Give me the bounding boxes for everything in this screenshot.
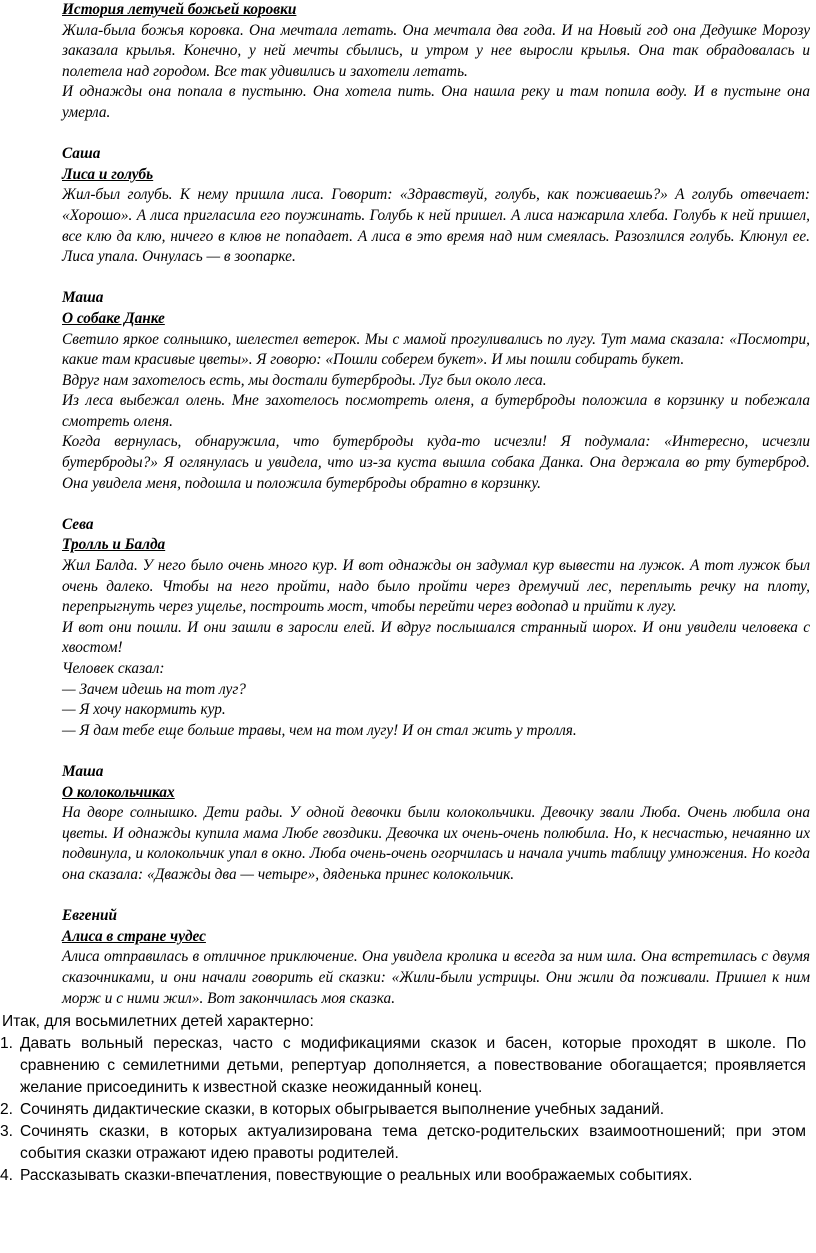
summary-item-text: Сочинять дидактические сказки, в которых обыгрывается выполнение учебных заданий. <box>20 1101 665 1119</box>
summary-item-number: 3. <box>0 1123 14 1141</box>
story <box>62 288 810 494</box>
story-paragraph: Жил Балда. У него было очень много кур. И вот однажды он задумал кур вывести на лужок. А тот лужок был очень далеко. Чтобы на него пройти, надо было пройти через дремучий лес, переплыть речку на плоту, перепрыгнуть через ущелье, построить мост, чтобы перейти через водопад и прийти к лугу. <box>62 557 810 616</box>
story-paragraph: Жил-был голубь. К нему пришла лиса. Говорит: «Здравствуй, голубь, как поживаешь?» А голубь отвечает: «Хорошо». А лиса пригласила его поужинать. Голубь к ней пришел. А лиса нажарила хлеба. Голубь к ней пришел, все клю да клю, ничего в клюв не попадает. А лиса в это время над ним смеялась. Разозлился голубь. Клюнул ее. Лиса упала. Очнулась — в зоопарке. <box>62 186 810 266</box>
story-paragraph: Когда вернулась, обнаружила, что бутерброды куда-то исчезли! Я подумала: «Интересно, исчезли бутерброды?» Я оглянулась и увидела, что из-за куста вышла собака Данка. Она держала во рту бутерброд. Она увидела меня, подошла и положила бутерброды обратно в корзинку. <box>62 433 810 492</box>
story-author: Сева <box>62 515 94 533</box>
summary-item-text: Сочинять сказки, в которых актуализирована тема детско-родительских взаимоотношений; при этом события сказки отражают идею правоты родителей. <box>20 1123 806 1163</box>
story-paragraph: — Я дам тебе еще больше травы, чем на том лугу! И он стал жить у тролля. <box>62 721 577 739</box>
story-title: О собаке Данке <box>62 309 165 327</box>
summary-item <box>0 1165 806 1187</box>
story-author: Саша <box>62 145 101 163</box>
story-paragraph: — Зачем идешь на тот луг? <box>62 680 246 698</box>
story <box>62 0 810 124</box>
story-title: История летучей божьей коровки <box>62 1 297 18</box>
story-paragraph: Жила-была божья коровка. Она мечтала летать. Она мечтала два года. И на Новый год она Дедушке Морозу заказала крылья. Конечно, у ней мечты сбылись, и утром у нее выросли крылья. Она так обрадовалась и полетела над городом. Все так удивились и захотели летать. <box>62 21 810 80</box>
story-author: Маша <box>62 762 104 780</box>
summary-item-number: 2. <box>0 1101 14 1119</box>
story-paragraph: Алиса отправилась в отличное приключение. Она увидела кролика и всегда за ним шла. Она встретилась с двумя сказочниками, и они начали говорить ей сказки: «Жили-были устрицы. Они жили да поживали. Пришел к ним морж и с ними жил». Вот закончилась моя сказка. <box>62 948 810 1007</box>
story <box>62 515 810 742</box>
story-title: Алиса в стране чудес <box>62 927 206 945</box>
story <box>62 762 810 886</box>
summary-item <box>0 1033 806 1099</box>
story-paragraph: Из леса выбежал олень. Мне захотелось посмотреть оленя, а бутерброды положила в корзинку и побежала смотреть оленя. <box>62 392 810 430</box>
summary-item-text: Рассказывать сказки-впечатления, повествующие о реальных или воображаемых событиях. <box>20 1167 693 1185</box>
story-paragraph: Вдруг нам захотелось есть, мы достали бутерброды. Луг был около леса. <box>62 371 547 389</box>
summary-item-number: 4. <box>0 1167 14 1185</box>
story-paragraph: Человек сказал: <box>62 660 165 677</box>
story <box>62 906 810 1009</box>
summary-item-number: 1. <box>0 1035 14 1053</box>
story-paragraph: И однажды она попала в пустыню. Она хотела пить. Она нашла реку и там попила воду. И в пустыне она умерла. <box>62 83 810 121</box>
story-author: Маша <box>62 289 104 307</box>
summary-item <box>0 1121 806 1165</box>
story-title: Тролль и Балда <box>62 536 166 554</box>
summary-item-text: Давать вольный пересказ, часто с модификациями сказок и басен, которые проходят в школе. По сравнению с семилетними детьми, репертуар дополняется, а повествование обогащается; проявляется желание присоединить к известной сказке неожиданный конец. <box>20 1035 806 1097</box>
story-title: Лиса и голубь <box>62 165 154 183</box>
story-paragraph: На дворе солнышко. Дети рады. У одной девочки были колокольчики. Девочку звали Люба. Очень любила она цветы. И однажды купила мама Любе гвоздики. Девочка их очень-очень полюбила. Но, к несчастью, нечаянно их подвинула, и колокольчик упал в окно. Люба очень-очень огорчилась и начала учить таблицу умножения. Но когда она сказала: «Дважды два — четыре», дяденька принес колокольчик. <box>62 804 810 883</box>
story-paragraph: И вот они пошли. И они зашли в заросли елей. И вдруг послышался странный шорох. И они увидели человека с хвостом! <box>62 618 810 657</box>
summary-list <box>0 1033 806 1187</box>
story-paragraph: Светило яркое солнышко, шелестел ветерок. Мы с мамой прогуливались по лугу. Тут мама сказала: «Посмотри, какие там красивые цветы». Я говорю: «Пошли соберем букет». И мы пошли собирать букет. <box>62 330 810 369</box>
summary-section <box>0 1011 806 1187</box>
story-paragraph: — Я хочу накормить кур. <box>62 701 226 719</box>
story-title: О колокольчиках <box>62 783 175 801</box>
story-author: Евгений <box>62 907 117 925</box>
summary-intro: Итак, для восьмилетних детей характерно: <box>2 1013 314 1031</box>
story <box>62 144 810 268</box>
summary-item <box>0 1099 806 1121</box>
